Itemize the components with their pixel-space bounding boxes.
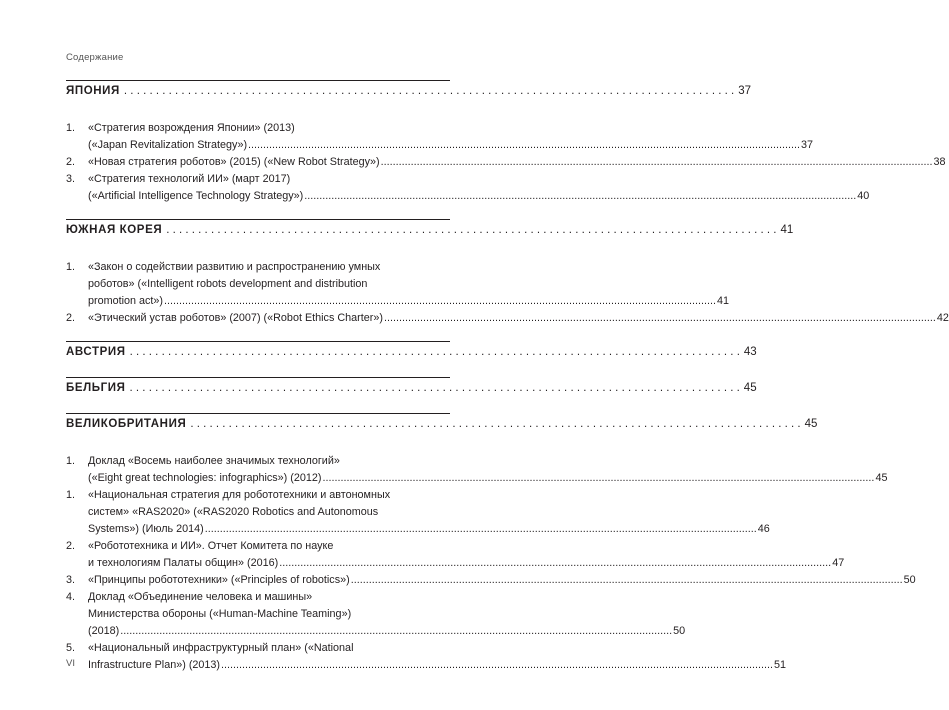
entry-page-number: 41: [716, 295, 729, 307]
entry-page-number: 38: [933, 156, 946, 168]
entry-line: «Робототехника и ИИ». Отчет Комитета по науке: [88, 540, 334, 552]
dot-leader: [120, 623, 672, 640]
section-page-number: 43: [743, 346, 757, 358]
section-gap: [66, 401, 450, 413]
section-title: ЮЖНАЯ КОРЕЯ: [66, 224, 163, 236]
entry-last-line: [88, 137, 813, 154]
page-folio: VI: [66, 658, 75, 669]
entry-line: роботов» («Intelligent robots development and distribution: [88, 278, 368, 290]
section-title: АВСТРИЯ: [66, 346, 126, 358]
toc-entry[interactable]: [66, 120, 814, 154]
entry-number: 2.: [66, 540, 76, 552]
section-entries: [66, 243, 949, 341]
entry-line: Infrastructure Plan») (2013): [88, 659, 221, 671]
section-entries: [66, 437, 916, 688]
toc-entry[interactable]: [66, 589, 686, 640]
table-of-contents: [66, 80, 949, 688]
section-rule: [66, 413, 450, 414]
entry-number: 3.: [66, 173, 76, 185]
dot-leader: [130, 382, 740, 394]
entry-last-line: [88, 293, 729, 310]
entry-last-line: [88, 310, 949, 327]
entry-last-line: [88, 188, 869, 205]
section-title: ВЕЛИКОБРИТАНИЯ: [66, 418, 187, 430]
entry-line: (2018): [88, 625, 120, 637]
section-rule: [66, 341, 450, 342]
entry-number: 2.: [66, 156, 76, 168]
entry-last-line: [88, 521, 770, 538]
entry-page-number: 51: [773, 659, 786, 671]
entry-line: «Новая стратегия роботов» (2015) («New Robot Strategy»): [88, 156, 380, 168]
dot-leader: [205, 521, 757, 538]
entry-line: Министерства обороны («Human-Machine Teaming»): [88, 608, 352, 620]
section-rule: [66, 219, 450, 220]
entry-number: 5.: [66, 642, 76, 654]
dot-leader: [381, 154, 933, 171]
running-head: Содержание: [66, 52, 124, 63]
toc-entry[interactable]: [66, 310, 949, 327]
toc-section-heading[interactable]: [66, 418, 818, 437]
entry-body: [88, 120, 813, 154]
entry-body: [88, 171, 869, 205]
section-title: ЯПОНИЯ: [66, 85, 120, 97]
entry-number: 1.: [66, 489, 76, 501]
entry-last-line: [88, 623, 685, 640]
entry-line: «Закон о содействии развитию и распространению умных: [88, 261, 381, 273]
dot-leader: [279, 555, 831, 572]
toc-entry[interactable]: [66, 171, 870, 205]
dot-leader: [322, 470, 874, 487]
entry-page-number: 46: [757, 523, 770, 535]
entry-line: Доклад «Объединение человека и машины»: [88, 591, 313, 603]
section-page-number: 37: [738, 85, 751, 97]
entry-page-number: 45: [875, 472, 888, 484]
section-gap: [66, 365, 450, 377]
entry-line: («Eight great technologies: infographics») (2012): [88, 472, 322, 484]
entry-body: [88, 310, 949, 327]
toc-entry[interactable]: [66, 538, 845, 572]
toc-section-heading[interactable]: [66, 224, 794, 243]
dot-leader: [190, 418, 800, 430]
dot-leader: [384, 310, 936, 327]
entry-line: и технологиям Палаты общин» (2016): [88, 557, 279, 569]
entry-body: [88, 572, 916, 589]
entry-line: «Принципы робототехники» («Principles of robotics»): [88, 574, 350, 586]
entry-last-line: [88, 572, 916, 589]
dot-leader: [221, 657, 773, 674]
dot-leader: [166, 224, 776, 236]
entry-page-number: 50: [903, 574, 916, 586]
entry-page-number: 42: [936, 312, 949, 324]
entry-number: 1.: [66, 261, 76, 273]
toc-entry[interactable]: [66, 572, 916, 589]
entry-page-number: 40: [857, 190, 870, 202]
section-page-number: 45: [743, 382, 757, 394]
toc-entry[interactable]: [66, 640, 786, 674]
toc-section-heading[interactable]: [66, 85, 751, 104]
section-title: БЕЛЬГИЯ: [66, 382, 126, 394]
entry-last-line: [88, 657, 786, 674]
entry-page-number: 47: [832, 557, 845, 569]
entry-line: Systems») (Июль 2014): [88, 523, 204, 535]
toc-entry[interactable]: [66, 154, 946, 171]
entry-line: («Artificial Intelligence Technology Strategy»): [88, 190, 304, 202]
entry-last-line: [88, 154, 946, 171]
toc-entry[interactable]: [66, 259, 729, 310]
entry-number: 2.: [66, 312, 76, 324]
entry-line: «Национальный инфраструктурный план» («National: [88, 642, 354, 654]
entry-number: 1.: [66, 122, 76, 134]
section-entries: [66, 104, 946, 219]
entry-last-line: [88, 470, 887, 487]
entry-number: 4.: [66, 591, 76, 603]
dot-leader: [248, 137, 800, 154]
entry-body: [88, 259, 729, 310]
toc-section-heading[interactable]: [66, 346, 757, 365]
toc-entry[interactable]: [66, 453, 888, 487]
entry-body: [88, 154, 946, 171]
toc-entry[interactable]: [66, 487, 770, 538]
entry-body: [88, 589, 685, 640]
entry-line: «Этический устав роботов» (2007) («Robot Ethics Charter»): [88, 312, 383, 324]
entry-page-number: 50: [673, 625, 686, 637]
entry-line: («Japan Revitalization Strategy»): [88, 139, 248, 151]
entry-body: [88, 538, 844, 572]
section-rule: [66, 80, 450, 81]
entry-line: систем» «RAS2020» («RAS2020 Robotics and Autonomous: [88, 506, 379, 518]
section-rule: [66, 377, 450, 378]
section-page-number: 45: [804, 418, 818, 430]
entry-body: [88, 453, 887, 487]
entry-number: 1.: [66, 455, 76, 467]
entry-number: 3.: [66, 574, 76, 586]
dot-leader: [130, 346, 740, 358]
entry-line: promotion act»): [88, 295, 164, 307]
section-page-number: 41: [780, 224, 794, 236]
entry-line: Доклад «Восемь наиболее значимых технологий»: [88, 455, 340, 467]
toc-section-heading[interactable]: [66, 382, 757, 401]
entry-last-line: [88, 555, 844, 572]
dot-leader: [124, 85, 734, 97]
entry-body: [88, 640, 786, 674]
dot-leader: [164, 293, 716, 310]
entry-line: «Стратегия технологий ИИ» (март 2017): [88, 173, 291, 185]
entry-line: «Стратегия возрождения Японии» (2013): [88, 122, 295, 134]
entry-line: «Национальная стратегия для робототехники и автономных: [88, 489, 391, 501]
entry-page-number: 37: [801, 139, 814, 151]
dot-leader: [351, 572, 903, 589]
entry-body: [88, 487, 770, 538]
dot-leader: [304, 188, 856, 205]
